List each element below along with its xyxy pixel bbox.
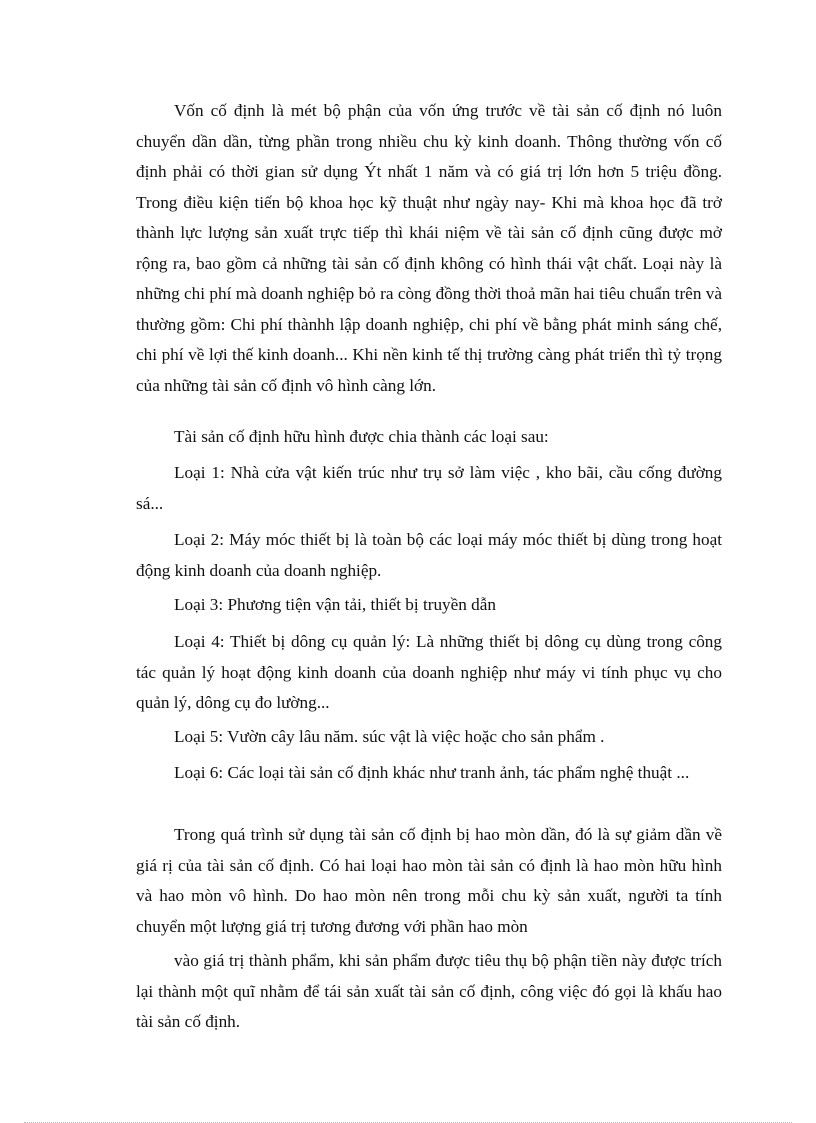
paragraph-type-2: Loại 2: Máy móc thiết bị là toàn bộ các loại máy móc thiết bị dùng trong hoạt động kinh doanh của doanh nghiệp. bbox=[136, 530, 722, 580]
paragraph-type-4: Loại 4: Thiết bị dông cụ quản lý: Là những thiết bị dông cụ dùng trong công tác quản lý hoạt động kinh doanh của doanh nghiệp như máy vi tính phục vụ cho quản lý, dông cụ đo lường... bbox=[136, 632, 722, 712]
paragraph-depreciation: Trong quá trình sử dụng tài sản cố định bị hao mòn dần, đó là sự giảm dần về giá rị của tài sản cố định. Có hai loại hao mòn tài sản có định là hao mòn hữu hình và hao mòn vô hình. Do hao mòn nên trong mỗi chu kỳ sản xuất, người ta tính chuyển một lượng giá trị tương đương với phần hao mòn bbox=[136, 825, 722, 936]
paragraph-tangible-assets-intro: Tài sản cố định hữu hình được chia thành các loại sau: bbox=[174, 427, 549, 446]
paragraph-fixed-capital-definition: Vốn cố định là mét bộ phận của vốn ứng trước về tài sản cố định nó luôn chuyển dần dần, từng phần trong nhiều chu kỳ kinh doanh. Thông thường vốn cố định phải có thời gian sử dụng Ýt nhất 1 năm và có giá trị lớn hơn 5 triệu đồng. Trong điều kiện tiến bộ khoa học kỹ thuật như ngày nay- Khi mà khoa học đã trở thành lực lượng sản xuất trực tiếp thì khái niệm về tài sản cố định cũng được mở rộng ra, bao gồm cả những tài sản cố định không có hình thái vật chất. Loại này là những chi phí mà doanh nghiệp bỏ ra còng đồng thời thoả mãn hai tiêu chuẩn trên và thường gồm: Chi phí thànhh lập doanh nghiệp, chi phí về bằng phát minh sáng chế, chi phí về lợi thế kinh doanh... Khi nền kinh tế thị trường càng phát triển thì tỷ trọng của những tài sản cố định vô hình càng lớn. bbox=[136, 101, 722, 395]
paragraph-type-6: Loại 6: Các loại tài sản cố định khác như tranh ảnh, tác phẩm nghệ thuật ... bbox=[174, 763, 690, 782]
paragraph-depreciation-continued: vào giá trị thành phẩm, khi sản phẩm được tiêu thụ bộ phận tiền này được trích lại thành một quĩ nhằm để tái sản xuất tài sản cố định, công việc đó gọi là khấu hao tài sản cố định. bbox=[136, 951, 722, 1031]
paragraph-type-3: Loại 3: Phương tiện vận tải, thiết bị truyền dẫn bbox=[174, 595, 496, 614]
paragraph-type-1: Loại 1: Nhà cửa vật kiến trúc như trụ sở làm việc , kho bãi, cầu cống đường sá... bbox=[136, 463, 722, 513]
paragraph-type-5: Loại 5: Vườn cây lâu năm. súc vật là việc hoặc cho sản phẩm . bbox=[174, 727, 605, 746]
